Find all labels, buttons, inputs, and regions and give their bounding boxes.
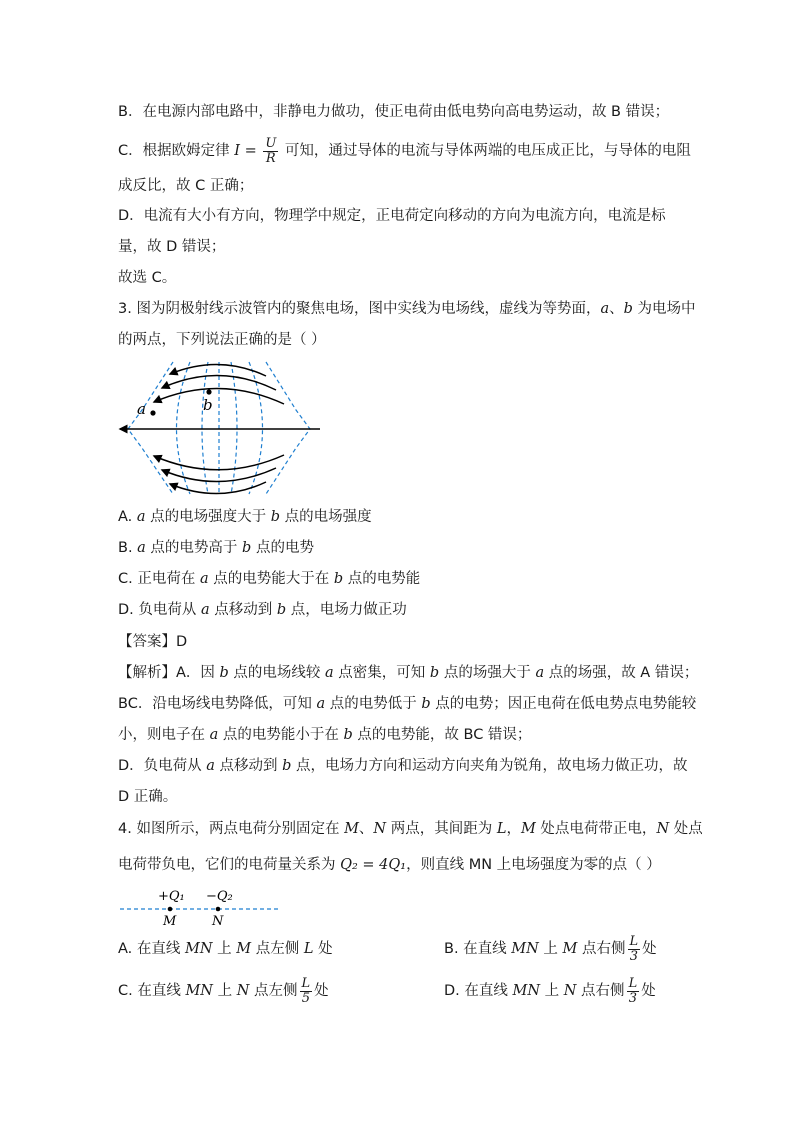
question-3-explanation-bc: BC．沿电场线电势降低，可知 a 点的电势低于 b 点的电势；因正电荷在低电势点电势能较: [118, 696, 697, 712]
question-3-answer: 【答案】D: [118, 634, 188, 650]
point-n: [216, 907, 221, 912]
ohm-fraction: $\frac{U}{R}$: [265, 135, 277, 166]
fraction-l-over-3-d: $\frac{L}{3}$: [628, 975, 638, 1006]
point-m: [168, 907, 173, 912]
explanation-line-c: C．根据欧姆定律 I = $\frac{U}{R}$ 可知，通过导体的电流与导体两端的电压成正比，与导体的电阻: [118, 135, 691, 166]
question-4-option-a[interactable]: A. 在直线 MN 上 M 点左侧 L 处: [118, 941, 333, 957]
point-a: [150, 410, 155, 415]
equipotential-lines: [128, 362, 310, 494]
point-b: [206, 389, 211, 394]
fraction-l-over-3: $\frac{L}{3}$: [629, 933, 639, 964]
question-3-option-c[interactable]: C. 正电荷在 a 点的电势能大于在 b 点的电势能: [118, 571, 421, 587]
label-q1: +Q₁: [158, 889, 185, 904]
label-b: b: [203, 396, 213, 414]
focusing-field-figure: [118, 360, 323, 498]
explanation-conclusion: 故选 C。: [118, 270, 177, 286]
question-3-explanation-bc-cont: 小，则电子在 a 点的电势能小于在 b 点的电势能，故 BC 错误；: [118, 727, 532, 743]
question-3-explanation-d-cont: D 正确。: [118, 789, 178, 805]
question-3-explanation-a: 【解析】A．因 b 点的电场线较 a 点密集，可知 b 点的场强大于 a 点的场强，故 A 错误；: [118, 665, 699, 681]
field-lines: [120, 364, 320, 493]
label-q2: −Q₂: [206, 889, 233, 904]
charges-figure: [118, 884, 283, 928]
question-3-option-d[interactable]: D. 负电荷从 a 点移动到 b 点，电场力做正功: [118, 602, 407, 618]
question-4-option-b[interactable]: B. 在直线 MN 上 M 点右侧 $\frac{L}{3}$ 处: [444, 933, 657, 964]
question-3-explanation-d: D．负电荷从 a 点移动到 b 点，电场力方向和运动方向夹角为锐角，故电场力做正功，故: [118, 758, 688, 774]
question-3-option-a[interactable]: A. a 点的电场强度大于 b 点的电场强度: [118, 509, 372, 525]
explanation-line-d: D．电流有大小有方向，物理学中规定，正电荷定向移动的方向为电流方向，电流是标: [118, 208, 666, 224]
label-n: N: [212, 914, 224, 928]
question-4-option-c[interactable]: C. 在直线 MN 上 N 点左侧 $\frac{L}{5}$ 处: [118, 975, 329, 1006]
question-4-stem: 4. 如图所示，两点电荷分别固定在 M、N 两点，其间距为 L，M 处点电荷带正电，N 处点: [118, 821, 703, 837]
fraction-l-over-5: $\frac{L}{5}$: [301, 975, 311, 1006]
label-m: M: [163, 914, 177, 928]
question-3-option-b[interactable]: B. a 点的电势高于 b 点的电势: [118, 540, 314, 556]
question-4-option-d[interactable]: D. 在直线 MN 上 N 点右侧 $\frac{L}{3}$ 处: [444, 975, 656, 1006]
question-3-stem: 3. 图为阴极射线示波管内的聚焦电场，图中实线为电场线，虚线为等势面，a、b 为电场中: [118, 301, 696, 317]
question-3-stem-cont: 的两点，下列说法正确的是（ ）: [118, 332, 326, 348]
explanation-line-c-cont: 成反比，故 C 正确；: [118, 178, 254, 194]
label-a: a: [137, 400, 146, 418]
explanation-line-d-cont: 量，故 D 错误；: [118, 239, 226, 255]
question-4-stem-cont: 电荷带负电，它们的电荷量关系为 Q₂ = 4Q₁，则直线 MN 上电场强度为零的点（ ）: [118, 857, 661, 873]
explanation-line-b: B．在电源内部电路中，非静电力做功，使正电荷由低电势向高电势运动，故 B 错误；: [118, 104, 670, 120]
